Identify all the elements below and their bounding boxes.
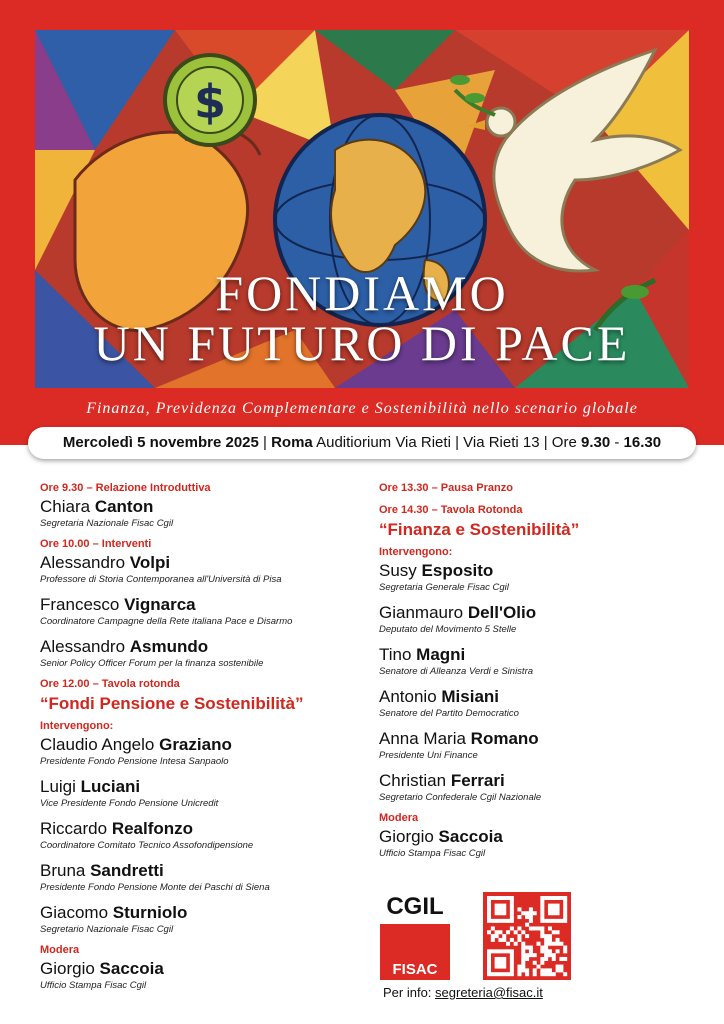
speaker-role: Segretaria Nazionale Fisac Cgil [40, 518, 174, 529]
program-right-column [379, 478, 699, 868]
title-line-1: FONDIAMO [215, 265, 509, 321]
schedule-time: Ore 10.00 – Interventi [40, 538, 152, 550]
speaker-role: Coordinatore Campagne della Rete italiana Pace e Disarmo [40, 616, 293, 627]
roundtable-theme: “Fondi Pensione e Sostenibilità” [40, 694, 304, 713]
title-line-2: UN FUTURO DI PACE [93, 315, 631, 371]
speaker-role: Segretaria Generale Fisac Cgil [379, 582, 509, 593]
speaker-role: Presidente Uni Finance [379, 750, 478, 761]
speaker-name: Alessandro Volpi [40, 553, 171, 572]
speaker-role: Vice Presidente Fondo Pensione Unicredit [40, 798, 219, 809]
schedule-time: Ore 14.30 – Tavola Rotonda [379, 504, 523, 516]
speaker-name: Tino Magni [379, 645, 466, 664]
end-time: 16.30 [623, 434, 662, 451]
speaker-name: Giorgio Saccoia [379, 827, 503, 846]
event-title [35, 265, 689, 371]
separator: | [258, 434, 272, 451]
event-venue: Auditiorium Via Rieti | Via Rieti 13 | Ore [312, 434, 581, 451]
event-city: Roma [271, 434, 313, 451]
speaker-role: Deputato del Movimento 5 Stelle [379, 624, 517, 635]
speaker-name: Christian Ferrari [379, 771, 505, 790]
cgil-fisac-logo [380, 892, 450, 980]
date-venue-bar [28, 427, 696, 459]
speaker-name: Riccardo Realfonzo [40, 819, 194, 838]
event-date: Mercoledì 5 novembre 2025 [62, 434, 259, 451]
speaker-role: Presidente Fondo Pensione Monte dei Paschi di Siena [40, 882, 270, 893]
speaker-role: Segretario Confederale Cgil Nazionale [379, 792, 542, 803]
speaker-name: Giacomo Sturniolo [40, 903, 188, 922]
logo-fisac-text: FISAC [392, 961, 438, 978]
speaker-name: Anna Maria Romano [379, 729, 539, 748]
section-label: Intervengono: [379, 546, 453, 558]
email-link[interactable]: segreteria@fisac.it [435, 985, 543, 1000]
schedule-time: Ore 9.30 – Relazione Introduttiva [40, 482, 211, 494]
speaker-name: Claudio Angelo Graziano [40, 735, 232, 754]
logo-cgil-text: CGIL [380, 890, 450, 924]
speaker-role: Senior Policy Officer Forum per la finanza sostenibile [40, 658, 264, 669]
program-left-column [40, 478, 360, 1000]
info-label: Per info: [383, 985, 436, 1000]
section-label: Modera [40, 944, 80, 956]
speaker-role: Ufficio Stampa Fisac Cgil [40, 980, 147, 991]
qr-code-icon[interactable] [483, 892, 571, 980]
speaker-role: Coordinatore Comitato Tecnico Assofondipensione [40, 840, 254, 851]
speaker-role: Segretario Nazionale Fisac Cgil [40, 924, 174, 935]
speaker-role: Senatore del Partito Democratico [379, 708, 519, 719]
speaker-name: Alessandro Asmundo [40, 637, 209, 656]
start-time: 9.30 [580, 434, 611, 451]
speaker-name: Francesco Vignarca [40, 595, 196, 614]
speaker-role: Senatore di Alleanza Verdi e Sinistra [379, 666, 534, 677]
section-label: Modera [379, 812, 419, 824]
speaker-role: Ufficio Stampa Fisac Cgil [379, 848, 486, 859]
speaker-name: Bruna Sandretti [40, 861, 164, 880]
speaker-name: Susy Esposito [379, 561, 494, 580]
time-dash: - [610, 434, 624, 451]
roundtable-theme: “Finanza e Sostenibilità” [379, 520, 580, 539]
speaker-name: Giorgio Saccoia [40, 959, 164, 978]
coin-dollar-icon [165, 55, 255, 145]
speaker-role: Professore di Storia Contemporanea all'Università di Pisa [40, 574, 282, 585]
speaker-role: Presidente Fondo Pensione Intesa Sanpaolo [40, 756, 229, 767]
schedule-time: Ore 12.00 – Tavola rotonda [40, 678, 180, 690]
speaker-name: Antonio Misiani [379, 687, 500, 706]
speaker-name: Luigi Luciani [40, 777, 141, 796]
svg-text:$: $ [193, 75, 227, 129]
section-label: Intervengono: [40, 720, 114, 732]
speaker-name: Chiara Canton [40, 497, 154, 516]
speaker-name: Gianmauro Dell'Olio [379, 603, 537, 622]
event-subtitle: Finanza, Previdenza Complementare e Sostenibilità nello scenario globale [86, 400, 638, 417]
contact-info [383, 985, 543, 1000]
schedule-time: Ore 13.30 – Pausa Pranzo [379, 482, 513, 494]
